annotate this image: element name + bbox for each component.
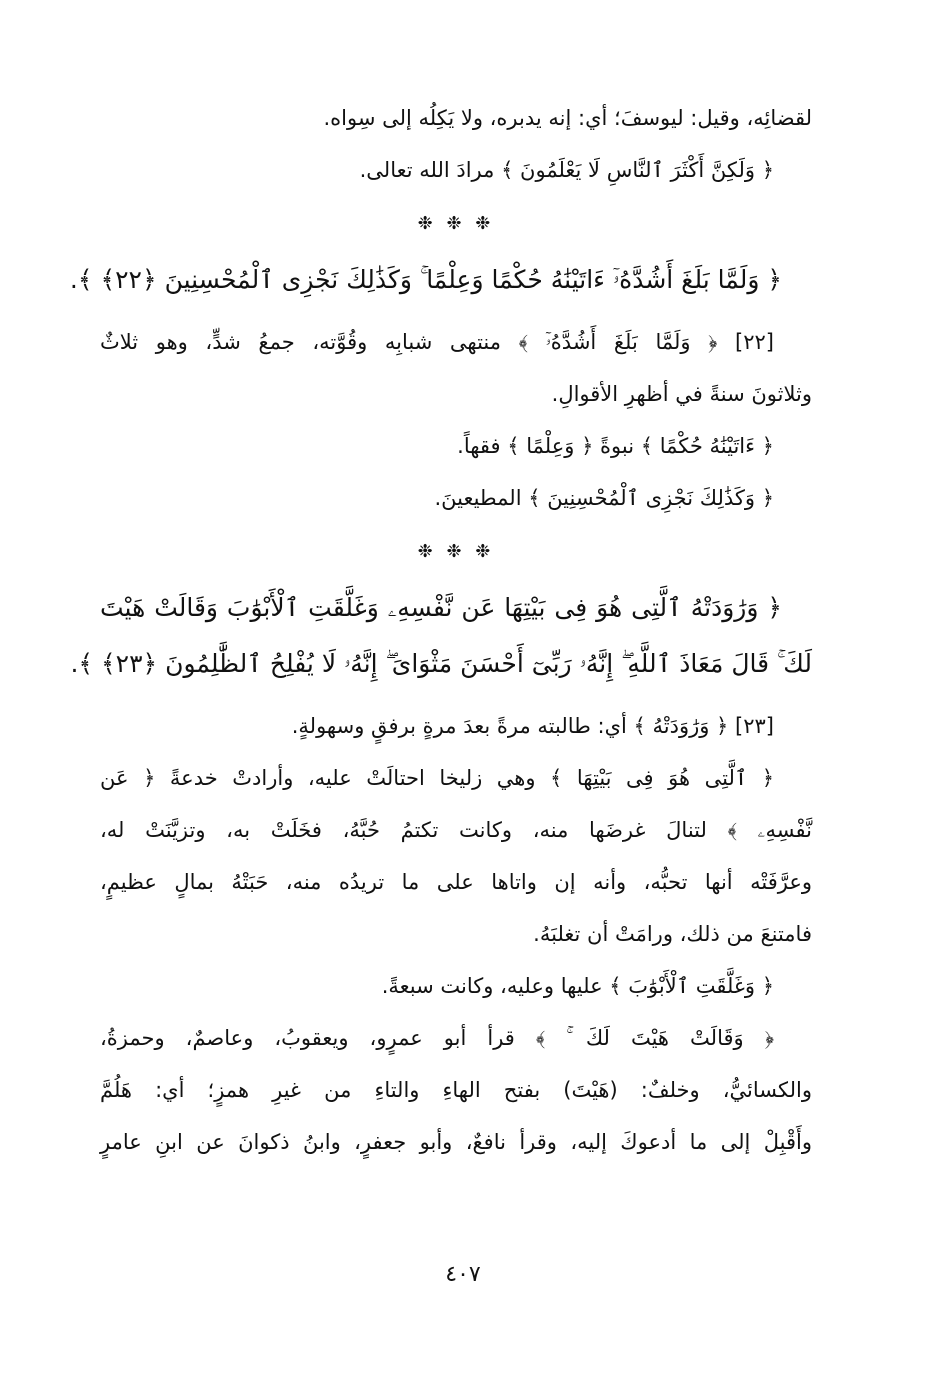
verse-23-line-1: ﴿ وَرَٰوَدَتْهُ ٱلَّتِى هُوَ فِى بَيْتِهَا عَن نَّفْسِهِۦ وَغَلَّقَتِ ٱلْأَبْوَٰبَ وَقَالَتْ هَيْتَ — [100, 593, 782, 622]
commentary-23-line-3: نَّفْسِهِۦ ﴾ لتنالَ غرضَها منه، وكانت تكتمُ حُبَّهُ، فخَلَتْ به، وتزيَّنَتْ له، — [100, 818, 812, 842]
section-separator-2: ❉ ❉ ❉ — [417, 541, 495, 562]
commentary-22-line-3: ﴿ ءَاتَيْنَٰهُ حُكْمًا ﴾ نبوةً ﴿ وَعِلْمًا ﴾ فقهاً. — [457, 434, 774, 458]
page-body — [69, 92, 812, 1168]
commentary-22-line-4: ﴿ وَكَذَٰلِكَ نَجْزِى ٱلْمُحْسِنِينَ ﴾ المطيعينَ. — [434, 486, 774, 510]
commentary-23-line-2: ﴿ ٱلَّتِى هُوَ فِى بَيْتِهَا ﴾ وهي زليخا احتالَتْ عليه، وأرادتْ خدعةً ﴿ عَن — [100, 766, 774, 790]
commentary-23-line-1: [٢٣] ﴿ وَرَٰوَدَتْهُ ﴾ أي: طالبته مرةً بعدَ مرةٍ برفقٍ وسهولةٍ. — [291, 714, 774, 738]
commentary-22-line-1: [٢٢] ﴿ وَلَمَّا بَلَغَ أَشُدَّهُۥٓ ﴾ منتهى شبابِه وقُوَّته، جمعُ شدٍّ، وهو ثلاثٌ — [100, 330, 774, 354]
section-separator-1: ❉ ❉ ❉ — [417, 213, 495, 234]
commentary-23-line-4: وعرَّفَتْه أنها تحبُّه، وأنه إن واتاها على ما تريدُه منه، حَبَتْهُ بمالٍ عظيمٍ، — [100, 870, 812, 894]
text-line-2: ﴿ وَلَكِنَّ أَكْثَرَ ٱلنَّاسِ لَا يَعْلَمُونَ ﴾ مرادَ الله تعالى. — [359, 158, 774, 182]
commentary-23-line-9: وأَقْبِلْ إلى ما أدعوكَ إليه، وقرأ نافعٌ، وأبو جعفرٍ، وابنُ ذكوانَ عن ابنِ عامرٍ — [100, 1130, 812, 1154]
commentary-23-line-5: فامتنعَ من ذلك، ورامَتْ أن تغلبَهُ. — [533, 922, 812, 946]
verse-23-line-2: لَكَ ۚ قَالَ مَعَاذَ ٱللَّهِ ۖ إِنَّهُۥ رَبِّىٓ أَحْسَنَ مَثْوَاىَ ۖ إِنَّهُۥ لَا يُفْلِحُ ٱلظَّٰلِمُونَ ﴿٢٣﴾ ﴾. — [70, 649, 812, 678]
commentary-23-line-8: والكسائيُّ، وخلفٌ: (هَيْتَ) بفتح الهاءِ والتاءِ من غيرِ همزٍ؛ أي: هَلُمَّ — [100, 1078, 812, 1102]
commentary-22-line-2: وثلاثونَ سنةً في أظهرِ الأقوالِ. — [551, 382, 812, 406]
verse-22: ﴿ وَلَمَّا بَلَغَ أَشُدَّهُۥٓ ءَاتَيْنَٰهُ حُكْمًا وَعِلْمًا ۚ وَكَذَٰلِكَ نَجْزِى ٱلْمُحْسِنِينَ ﴿٢٢﴾ ﴾. — [69, 265, 782, 294]
text-line-1: لقضائِه، وقيل: ليوسفَ؛ أي: إنه يدبره، ولا يَكِلُه إلى سِواه. — [323, 106, 812, 130]
commentary-23-line-6: ﴿ وَغَلَّقَتِ ٱلْأَبْوَٰبَ ﴾ عليها وعليه، وكانت سبعةً. — [381, 974, 774, 998]
page-number: ٤٠٧ — [445, 1262, 481, 1287]
commentary-23-line-7: ﴿ وَقَالَتْ هَيْتَ لَكَ ۚ ﴾ قرأ أبو عمرٍو، ويعقوبُ، وعاصمٌ، وحمزةُ، — [100, 1026, 774, 1050]
